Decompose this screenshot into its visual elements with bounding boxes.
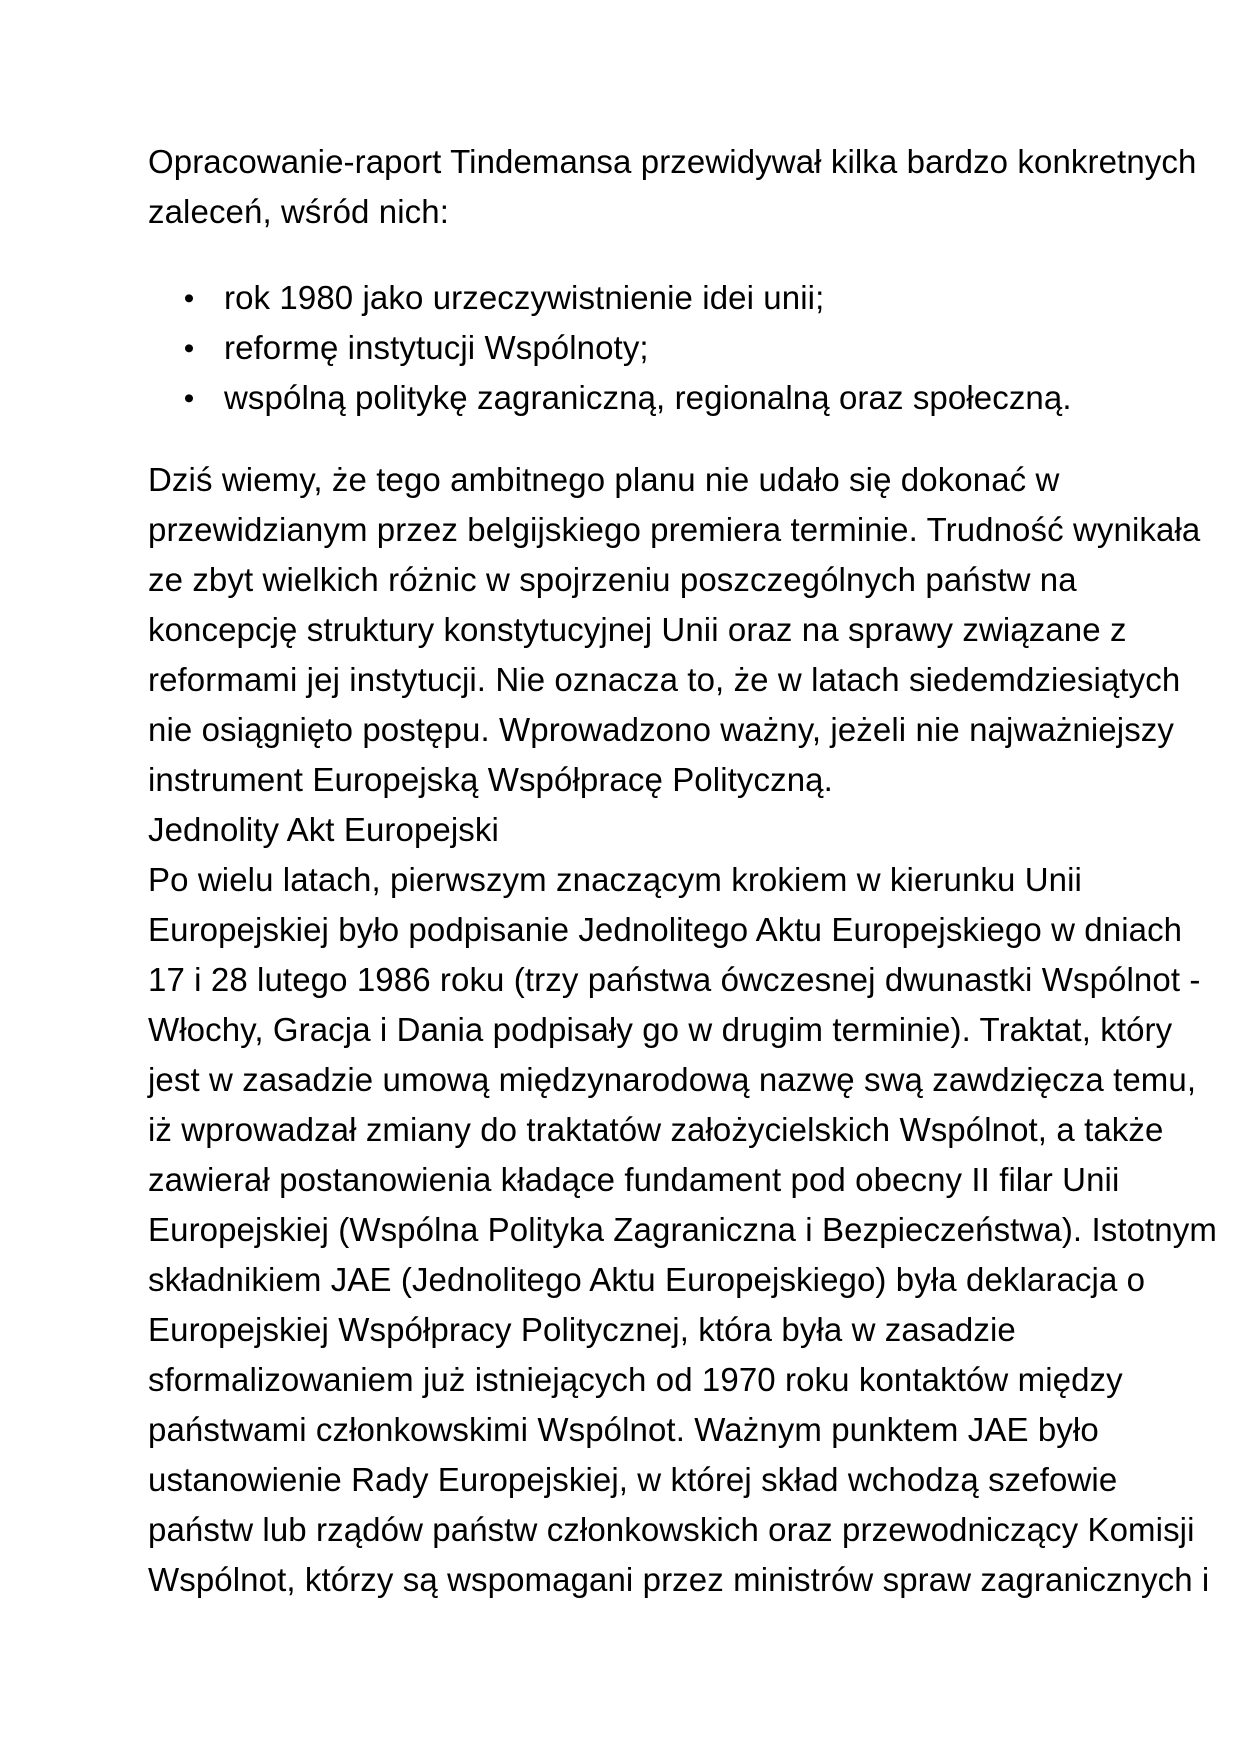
text-line: zawierał postanowienia kładące fundament pod obecny II filar Unii <box>148 1161 1120 1198</box>
text-line: iż wprowadzał zmiany do traktatów założycielskich Wspólnot, a także <box>148 1111 1164 1148</box>
text-line: Opracowanie-raport Tindemansa przewidywał kilka bardzo konkretnych <box>148 143 1197 180</box>
text-line: reformami jej instytucji. Nie oznacza to, że w latach siedemdziesiątych <box>148 661 1181 698</box>
text-line: Europejskiej (Wspólna Polityka Zagraniczna i Bezpieczeństwa). Istotnym <box>148 1211 1217 1248</box>
bullet-list <box>148 273 1098 423</box>
text-line: Wspólnot, którzy są wspomagani przez ministrów spraw zagranicznych i <box>148 1561 1210 1598</box>
text-line: instrument Europejską Współpracę Polityczną. <box>148 761 833 798</box>
list-item-text: reformę instytucji Wspólnoty; <box>224 329 649 366</box>
text-line: koncepcję struktury konstytucyjnej Unii oraz na sprawy związane z <box>148 611 1127 648</box>
text-line: ustanowienie Rady Europejskiej, w której skład wchodzą szefowie <box>148 1461 1118 1498</box>
intro-paragraph <box>148 137 1197 237</box>
text-line: nie osiągnięto postępu. Wprowadzono ważny, jeżeli nie najważniejszy <box>148 711 1174 748</box>
document-content <box>148 137 1217 1605</box>
text-line: 17 i 28 lutego 1986 roku (trzy państwa ówczesnej dwunastki Wspólnot - <box>148 961 1201 998</box>
text-line: Europejskiej było podpisanie Jednolitego Aktu Europejskiego w dniach <box>148 911 1183 948</box>
text-line: Włochy, Gracja i Dania podpisały go w drugim terminie). Traktat, który <box>148 1011 1173 1048</box>
list-item-text: rok 1980 jako urzeczywistnienie idei unii; <box>224 279 825 316</box>
bullet-icon <box>185 394 193 402</box>
text-line: sformalizowaniem już istniejących od 1970 roku kontaktów między <box>148 1361 1123 1398</box>
text-line: państw lub rządów państw członkowskich oraz przewodniczący Komisji <box>148 1511 1195 1548</box>
text-line: jest w zasadzie umową międzynarodową nazwę swą zawdzięcza temu, <box>148 1061 1197 1098</box>
text-line: zaleceń, wśród nich: <box>148 193 449 230</box>
list-item <box>148 273 1098 323</box>
text-line: państwami członkowskimi Wspólnot. Ważnym punktem JAE było <box>148 1411 1099 1448</box>
bullet-icon <box>185 344 193 352</box>
text-line: przewidzianym przez belgijskiego premiera terminie. Trudność wynikała <box>148 511 1201 548</box>
section-heading-line: Jednolity Akt Europejski <box>148 811 499 848</box>
bullet-icon <box>185 294 193 302</box>
text-line: Po wielu latach, pierwszym znaczącym krokiem w kierunku Unii <box>148 861 1082 898</box>
text-line: Dziś wiemy, że tego ambitnego planu nie udało się dokonać w <box>148 461 1060 498</box>
text-line: ze zbyt wielkich różnic w spojrzeniu poszczególnych państw na <box>148 561 1077 598</box>
text-line: składnikiem JAE (Jednolitego Aktu Europejskiego) była deklaracja o <box>148 1261 1146 1298</box>
list-item <box>148 373 1098 423</box>
body-paragraphs <box>148 455 1217 1605</box>
text-line: Europejskiej Współpracy Politycznej, która była w zasadzie <box>148 1311 1016 1348</box>
list-item-text: wspólną politykę zagraniczną, regionalną oraz społeczną. <box>224 379 1072 416</box>
list-item <box>148 323 1098 373</box>
